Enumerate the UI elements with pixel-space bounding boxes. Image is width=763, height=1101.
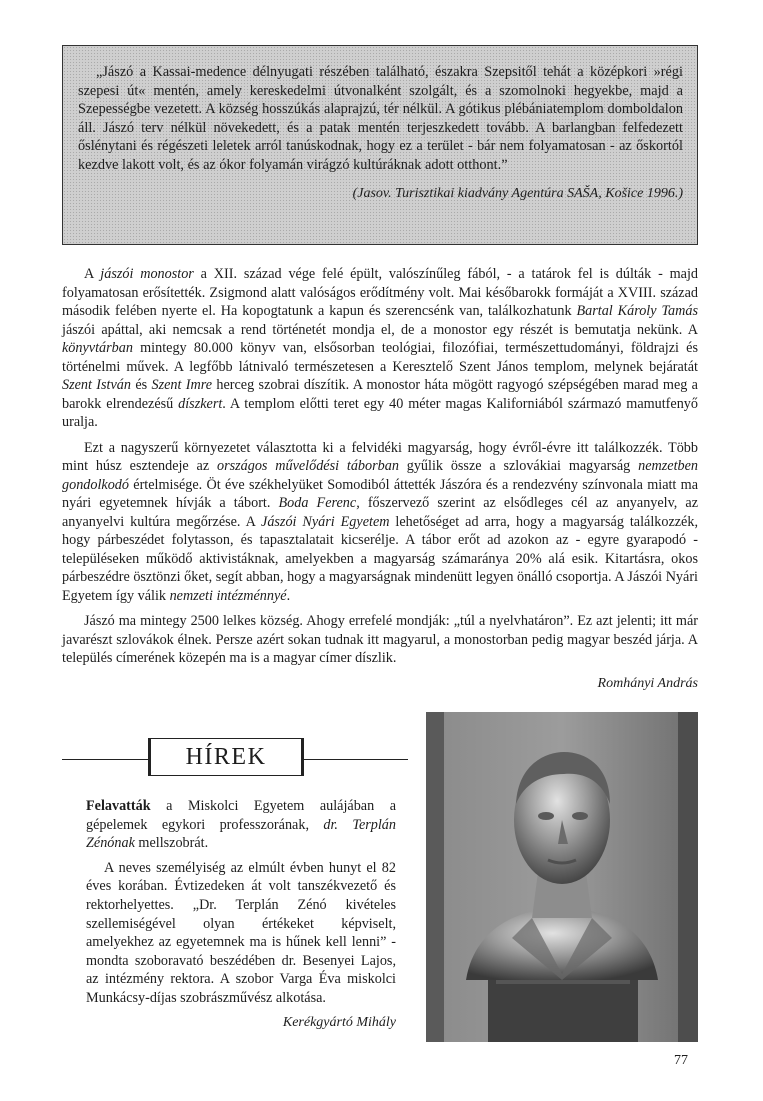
italic-term: Szent István bbox=[62, 377, 131, 393]
italic-term: országos művelődési táborban bbox=[216, 458, 399, 474]
article-signature: Romhányi András bbox=[597, 675, 698, 691]
italic-term: könyvtárban bbox=[62, 340, 133, 356]
text-run: . A templom előtti teret egy 40 méter magas Kaliforniából származó mamutfenyő uralja. bbox=[62, 395, 698, 430]
bust-photo bbox=[426, 712, 698, 1042]
text-run: lehetőséget ad arra, hogy a magyarság találkozzék, hogy párbeszédet folytasson, és tapasztalatait kicserélje. A tábor erőt ad azokon az - egyre gyarapodó - településeken működő aktivistáknak, amelyekben a magyarság számaránya 20% alá esik. Kitartásra, okos párbeszédre ösztönzi őket, segít abban, hogy a magyarságnak mindenütt legyen önálló csoportja. A Jászói Nyári Egyetem így válik bbox=[62, 513, 698, 604]
page-number: 77 bbox=[674, 1053, 688, 1068]
text-run: főszervező szerint az elsődleges cél az anyanyelv, az anyanyelvi kultúra megőrzése. A bbox=[62, 495, 699, 530]
italic-term: nemzetben gondolkodó bbox=[62, 458, 698, 493]
bust-image bbox=[426, 712, 698, 1042]
text-run: értelmisége. Öt éve székhelyüket Somodiból áttették Jászóra és a rendezvény színvonala miatt ma nyári egyetemnek hívják a tábort. bbox=[62, 476, 698, 511]
italic-term: Jászói Nyári Egyetem bbox=[261, 513, 390, 530]
text-run: herceg szobrai díszítik. A monostor háta mögött ragyogó szépségében marad meg a barokk elrendezésű bbox=[62, 377, 698, 412]
quote-box bbox=[62, 45, 698, 245]
news-heading-label: HÍREK bbox=[148, 738, 304, 776]
text-run: a XII. század vége felé épült, valószínűleg fából, - a tatárok fel is dúlták - majd folyamatosan erősítették. Zsigmond alatt valóságos erődítmény volt. Mai későbarokk formáját a XVIII. század második felében nyerte el. Ha kopogtatunk a kapun és szerencsénk van, találkozhatunk bbox=[62, 266, 698, 319]
italic-term: nemzeti intézménnyé bbox=[169, 587, 287, 604]
quote-text: „Jászó a Kassai-medence délnyugati részében található, északra Szepsitől tehát a középkori »régi szepesi út« mentén, amely kereskedelmi útvonalként szolgált, és a szomolnoki hegyekbe, majd a Szepességbe vezetett. A község hosszúkás alaprajzú, tér nélkül. A gótikus plébániatemplom domboldalon áll. Jászó terv nélkül növekedett, és a patak mentén terjeszkedett tovább. A barlangban felfedezett őslénytani és régészeti leletek arról tanúskodnak, hogy ez a terület - bár nem folyamatosan - az őskortól kezdve lakott volt, és az ókor folyamán virágzó kultúráknak adott otthont.” bbox=[78, 64, 683, 173]
italic-term: dr. Terplán Zénónak bbox=[86, 816, 396, 852]
italic-term: díszkert bbox=[178, 395, 223, 412]
text-run: jászói apáttal, aki nemcsak a rend történetét mondja el, de a monostor egy részét is bemutatja nekünk. A bbox=[62, 321, 698, 338]
text-run: A bbox=[84, 266, 101, 282]
news-heading bbox=[62, 738, 408, 778]
italic-term: Szent Imre bbox=[151, 377, 213, 393]
italic-term: jászói monostor bbox=[100, 266, 194, 282]
news-signature: Kerékgyártó Mihály bbox=[282, 1014, 396, 1030]
article-paragraph-2 bbox=[62, 439, 698, 606]
italic-term: Boda Ferenc, bbox=[278, 495, 360, 511]
italic-term: Bartal Károly Tamás bbox=[576, 303, 698, 319]
text-run: és bbox=[130, 377, 152, 393]
text-run: mintegy 80.000 könyv van, elsősorban teológiai, filozófiai, természettudományi, földrajzi és történelmi művek. A legfőbb látnivaló természetesen a Keresztelő Szent János templom, melynek bejáratát bbox=[62, 340, 698, 375]
news-paragraph-1 bbox=[86, 797, 396, 853]
text-run: . bbox=[286, 587, 291, 604]
article-paragraph-3: Jászó ma mintegy 2500 lelkes község. Ahogy errefelé mondják: „túl a nyelvhatáron”. Ez azt jelenti; itt már javarészt szlovákok élnek. Persze azért sokan tudnak itt magyarul, a monostorban pedig magyar beszéd járja. A település címerének közepén ma is a magyar címer díszlik. bbox=[62, 613, 698, 666]
text-run: mellszobrát. bbox=[134, 835, 209, 852]
bold-lead: Felavatták bbox=[86, 798, 151, 814]
text-run: gyűlik össze a szlovákiai magyarság bbox=[398, 458, 639, 474]
quote-source: (Jasov. Turisztikai kiadvány Agentúra SAŠA, Košice 1996.) bbox=[352, 185, 683, 201]
article-body bbox=[62, 265, 698, 700]
news-paragraph-2: A neves személyiség az elmúlt évben hunyt el 82 éves korában. Évtizedeken át volt tanszékvezető és rektorhelyettes. „Dr. Terplán Zénó kivételes szellemiségével olyan értékeket képviselt, amelyekhez az egyetemnek ma is hűnek kell lenni” - mondta szoboravató beszédében dr. Besenyei Lajos, az intézmény rektora. A szobor Varga Éva miskolci Munkácsy-díjas szobrászművész alkotása. bbox=[86, 859, 396, 1006]
news-body bbox=[86, 797, 396, 1038]
article-paragraph-1 bbox=[62, 265, 698, 432]
text-run: Ezt a nagyszerű környezetet választotta ki a felvidéki magyarság, hogy évről-évre itt találkozzék. Több mint húsz esztendeje az bbox=[62, 439, 698, 474]
text-run: a Miskolci Egyetem aulájában a gépelemek egykori professzorának, bbox=[86, 798, 396, 833]
